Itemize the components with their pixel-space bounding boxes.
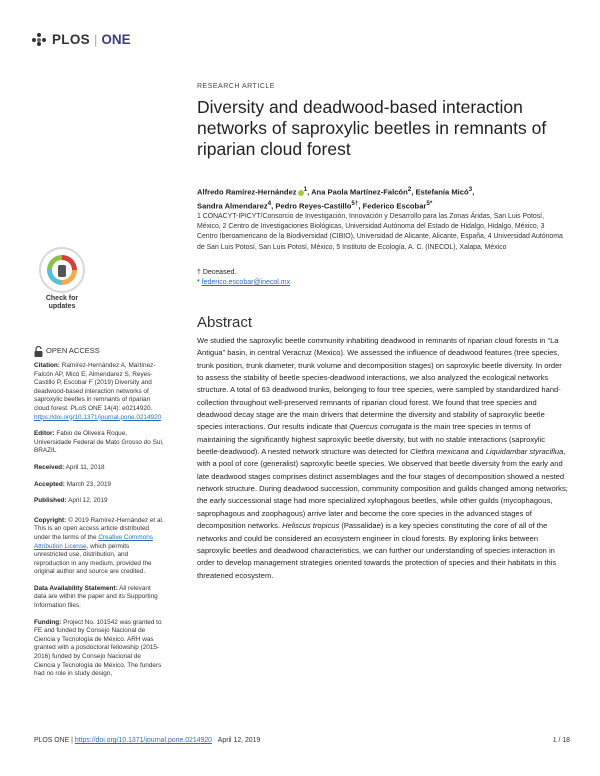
footer-date: April 12, 2019 <box>217 737 261 744</box>
open-lock-icon <box>34 346 43 357</box>
logo-separator: | <box>93 32 98 47</box>
article-type: RESEARCH ARTICLE <box>197 83 275 90</box>
plos-dots-icon <box>32 33 48 47</box>
abstract-heading: Abstract <box>197 314 253 331</box>
affiliations: 1 CONACYT-IPICYT/Consorcio de Investigación, Innovación y Desarrollo para las Zonas Áridas, San Luis Potosí, México, 2 Centro de Investigaciones Biológicas, Universidad Autónoma del Estado de Hidalgo, Hidalgo, México, 3 Centro Iberoamericano de la Biodiversidad (CIBIO), Universidad de Alicante, Alicante, España, 4 Universidad Autónoma de San Luis Potosí, San Luis Potosí, México, 5 Instituto de Ecología, A. C. (INECOL), Xalapa, México <box>197 213 563 251</box>
deceased-note: † Deceased. <box>197 269 237 276</box>
license-link[interactable]: Creative Commons Attribution License <box>34 533 154 550</box>
article-title: Diversity and deadwood-based interaction networks of saproxylic beetles in remnants of riparian cloud forest <box>197 97 547 159</box>
data-availability: Data Availability Statement: All relevant data are within the paper and its Supporting Information files. <box>34 584 158 610</box>
author-list: Alfredo Ramírez-Hernández $^1$, Ana Paola Martínez-Falcón$^2$, Estefanía Micó$^3$, Sandra Almendarez$^4$, Pedro Reyes-Castillo$^{5\dagger}$, Federico Escobar$^{5*}$ <box>197 186 475 211</box>
citation-doi-link[interactable]: https://doi.org/10.1371/journal.pone.0214920 <box>34 413 162 421</box>
corresponding-email-link[interactable]: federico.escobar@inecol.mx <box>201 279 291 286</box>
funding: Funding: Project No. 101542 was granted to FE and funded by Consejo Nacional de Ciencia y Tecnología de México. ARH was granted with a posdoctoral fellowship (2015-2016) funded by Consejo Nacional de Ciencia y Tecnología de México. The funders had no role in study design, <box>34 618 162 678</box>
page-number: 1 / 18 <box>552 737 570 744</box>
footer-doi-link[interactable]: https://doi.org/10.1371/journal.pone.0214920 <box>74 737 213 744</box>
published: Published: April 12, 2019 <box>34 497 108 505</box>
logo-one: ONE <box>101 32 131 47</box>
open-access-label: OPEN ACCESS <box>34 346 164 357</box>
check-for-updates-badge[interactable] <box>37 247 87 310</box>
abstract-text: We studied the saproxylic beetle community inhabiting deadwood in remnants of riparian cloud forests in “La Antigua” basin, in central Veracruz (Mexico). We assessed the influence of deadwood features (tree species, trunk position, trunk diameter, trunk volume and decomposition stages) on saproxylic beetle diversity. In order to assess the stability of beetle species-deadwood interactions, we also analyzed the ecological networks structure. A total of 63 deadwood trunks, belonging to four tree species, were sampled by standardized hand-collection throughout well-preserved remnants of riparian cloud forest. We found that tree species and deadwood decay stage are the main drivers that determine the diversity and stability of saproxylic beetle species interactions. Our results indicate that Quercus corrugata is the main tree species in terms of maintaining the significantly highest saproxylic beetle diversity, but with no stable interactions (saproxylic beetle-deadwood). A nested network structure was detected for Clethra mexicana and Liquidambar styraciflua, with a pool of core (generalist) saproxylic beetle species. We observed that beetle diversity from the early and late deadwood stages comprises distinct assemblages and the four stages of decomposition showed a nested network structure. During deadwood succession, community composition and guilds changed among networks; the early successional stage had more specialized xylophagous beetles, while other guilds (mycophagous, saprophagous and zoophagous) arrive later and become the core species in the advanced stages of decomposition networks. Heliscus tropicus (Passalidae) is a key species constituting the core of all of the networks and could be considered an ecosystem engineer in cloud forests. By exploring links between saproxylic beetles and deadwood characteristics, we can further our understanding of species interaction in order to develop management strategies oriented towards the protection of species and their habitats in this threatened ecosystem. <box>197 336 568 580</box>
correspondence: † Deceased. * federico.escobar@inecol.mx <box>197 268 569 288</box>
logo-plos: PLOS <box>52 32 90 47</box>
received: Received: April 11, 2018 <box>34 463 105 471</box>
editor: Editor: Fabio de Oliveira Roque, Universidade Federal de Mato Grosso do Sul, BRAZIL <box>34 430 164 455</box>
citation: Citation: Ramírez-Hernández A, Martínez-Falcón AP, Micó E, Almendarez S, Reyes-Castillo P, Escobar F (2019) Diversity and deadwood-based interaction networks of saproxylic beetles in remnants of riparian cloud forest. PLoS ONE 14(4): e0214920. https://doi.org/10.1371/journal.pone.0214920 <box>34 362 162 421</box>
page-footer: PLOS ONE | https://doi.org/10.1371/journal.pone.0214920 April 12, 2019 1 / 18 <box>34 737 570 744</box>
update-badge-icon <box>39 247 85 293</box>
accepted: Accepted: March 23, 2019 <box>34 480 112 488</box>
journal-logo <box>32 32 131 47</box>
article-metadata <box>34 362 164 679</box>
badge-label: Check for updates <box>45 295 79 310</box>
copyright: Copyright: © 2019 Ramírez-Hernández et al. This is an open access article distributed under the terms of the Creative Commons Attribution License, which permits unrestricted use, distribution, and reproduction in any medium, provided the original author and source are credited. <box>34 516 164 576</box>
footer-journal: PLOS ONE <box>34 737 70 744</box>
